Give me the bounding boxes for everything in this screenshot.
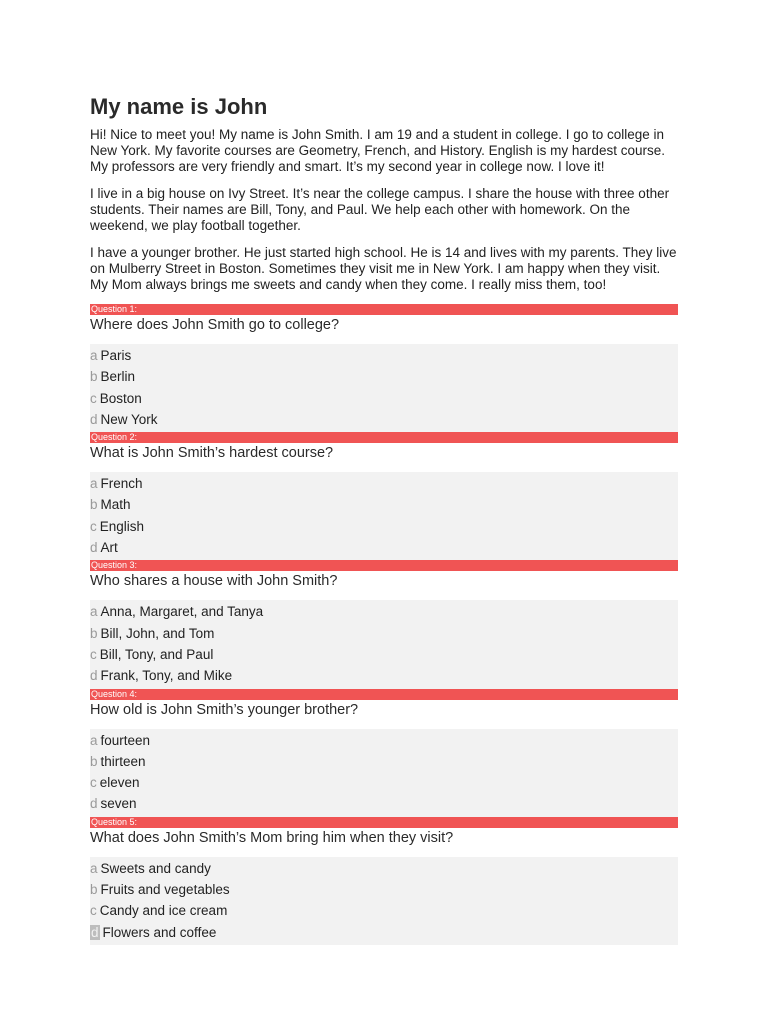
question-text: What does John Smith’s Mom bring him when they visit? (90, 829, 454, 846)
question-2 (90, 432, 678, 560)
option-text: Fruits and vegetables (100, 882, 230, 898)
option-letter: c (90, 903, 97, 919)
option-letter: b (90, 753, 98, 769)
option-text: fourteen (100, 732, 151, 748)
answer-option[interactable] (90, 345, 678, 366)
question-text: What is John Smith’s hardest course? (90, 445, 334, 462)
story-paragraph-2: I live in a big house on Ivy Street. It’s near the college campus. I share the house with three other students. Their names are Bill, Tony, and Paul. We help each other with homework. On the weekend, we play football together. (90, 186, 670, 233)
option-letter: c (90, 775, 97, 791)
option-text: Paris (100, 348, 132, 363)
answer-option[interactable] (90, 793, 678, 814)
option-letter: d (91, 924, 99, 940)
question-text: How old is John Smith’s younger brother? (90, 701, 359, 718)
option-text: English (99, 518, 145, 534)
answer-option[interactable] (90, 537, 678, 558)
answer-option[interactable] (90, 858, 678, 879)
answer-option[interactable] (90, 665, 678, 686)
answer-option[interactable] (90, 473, 678, 494)
answer-options (90, 472, 678, 560)
question-5 (90, 817, 678, 945)
answer-option[interactable] (90, 388, 678, 409)
answer-option[interactable] (90, 772, 678, 793)
answer-options (90, 344, 678, 432)
option-text: Sweets and candy (100, 860, 211, 876)
option-text: thirteen (100, 753, 146, 769)
option-letter: d (90, 411, 98, 427)
option-text: Candy and ice cream (99, 903, 228, 919)
question-label-bar: Question 2: (90, 432, 678, 443)
option-letter: c (90, 646, 97, 662)
option-text: French (100, 476, 143, 492)
option-letter: a (90, 604, 98, 620)
answer-option[interactable] (90, 751, 678, 772)
option-letter: a (90, 348, 98, 363)
answer-option[interactable] (90, 879, 678, 900)
story-paragraph-3: I have a younger brother. He just started high school. He is 14 and lives with my parents. They live on Mulberry Street in Boston. Sometimes they visit me in New York. I am happy when they visit. My Mom always brings me sweets and candy when they come. I really miss them, too! (90, 245, 677, 292)
answer-option[interactable] (90, 366, 678, 387)
question-label-bar: Question 3: (90, 560, 678, 571)
question-label-bar: Question 1: (90, 304, 678, 315)
worksheet (90, 93, 678, 945)
option-letter: b (90, 882, 98, 898)
question-1 (90, 304, 678, 432)
question-label-bar: Question 4: (90, 689, 678, 700)
option-letter: a (90, 476, 98, 492)
option-letter: c (90, 518, 97, 534)
question-4 (90, 689, 678, 817)
option-letter: b (90, 497, 98, 513)
option-text: Bill, Tony, and Paul (99, 646, 214, 662)
question-label-bar: Question 5: (90, 817, 678, 828)
option-text: seven (100, 796, 137, 812)
option-text: Anna, Margaret, and Tanya (100, 604, 264, 620)
answer-option[interactable] (90, 409, 678, 430)
answer-option[interactable] (90, 730, 678, 751)
option-text: Bill, John, and Tom (100, 625, 215, 641)
answer-option[interactable] (90, 900, 678, 921)
answer-option[interactable] (90, 494, 678, 515)
question-text: Where does John Smith go to college? (90, 317, 340, 333)
option-letter: c (90, 390, 97, 406)
option-letter: a (90, 732, 98, 748)
answer-option[interactable] (90, 623, 678, 644)
answer-option[interactable] (90, 922, 678, 943)
option-text: New York (100, 411, 158, 427)
answer-options (90, 600, 678, 688)
story-paragraph-1: Hi! Nice to meet you! My name is John Smith. I am 19 and a student in college. I go to college in New York. My favorite courses are Geometry, French, and History. English is my hardest course. My professors are very friendly and smart. It’s my second year in college now. I love it! (90, 127, 665, 174)
option-letter: d (90, 668, 98, 684)
option-text: Boston (99, 390, 142, 406)
answer-options (90, 729, 678, 817)
option-letter: d (90, 540, 98, 556)
option-text: Berlin (100, 369, 136, 385)
question-text: Who shares a house with John Smith? (90, 573, 338, 590)
option-letter: b (90, 625, 98, 641)
answer-option[interactable] (90, 644, 678, 665)
page-title: My name is John (90, 94, 268, 119)
answer-option[interactable] (90, 601, 678, 622)
option-text: eleven (99, 775, 140, 791)
option-text: Art (100, 540, 118, 556)
option-text: Flowers and coffee (102, 924, 217, 940)
option-letter: b (90, 369, 98, 385)
option-text: Frank, Tony, and Mike (100, 668, 233, 684)
option-letter: d (90, 796, 98, 812)
option-letter: a (90, 860, 98, 876)
answer-option[interactable] (90, 516, 678, 537)
answer-options (90, 857, 678, 945)
option-text: Math (100, 497, 131, 513)
question-3 (90, 560, 678, 688)
